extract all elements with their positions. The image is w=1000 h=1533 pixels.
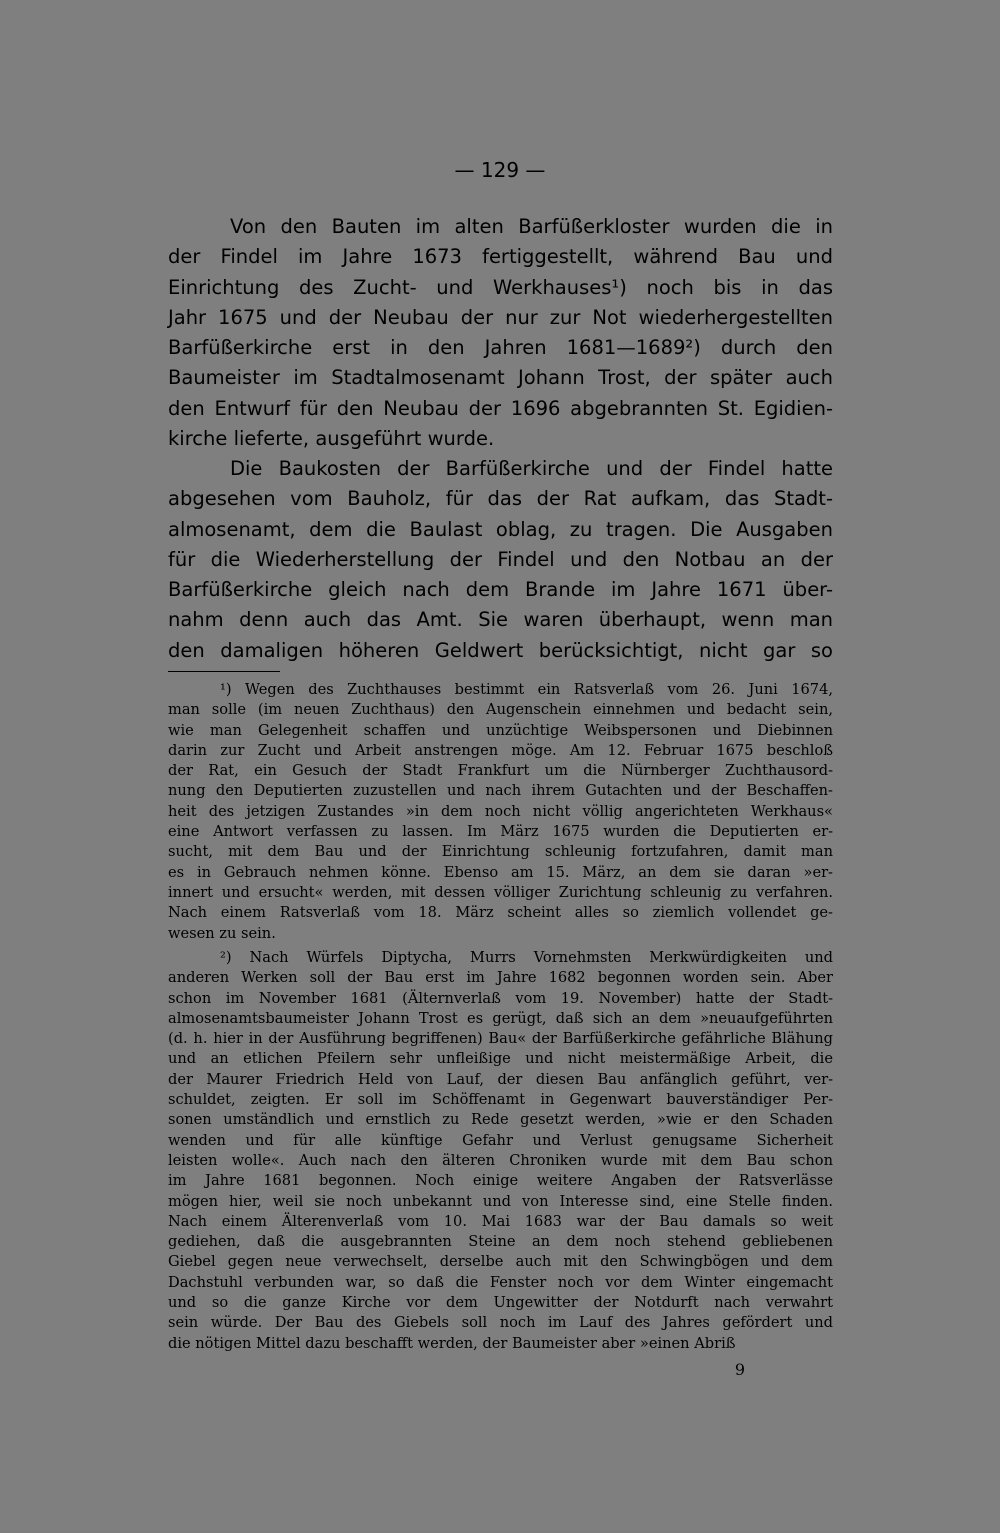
- footnote-line: sonen umständlich und ernstlich zu Rede gesetzt werden, »wie er den Schaden: [168, 1111, 833, 1129]
- printer-signature: 9: [734, 1360, 746, 1379]
- footnote-line: wenden und für alle künftige Gefahr und Verlust genugsame Sicherheit: [168, 1131, 833, 1149]
- footnote-line: almosenamtsbaumeister Johann Trost es gerügt, daß sich an dem »neuaufgeführten: [168, 1009, 833, 1027]
- footnote-line: wie man Gelegenheit schaffen und unzüchtige Weibspersonen und Diebinnen: [168, 721, 833, 739]
- footnote-line: anderen Werken soll der Bau erst im Jahre 1682 begonnen worden sein. Aber: [168, 969, 833, 987]
- footnote-line: man solle (im neuen Zuchthaus) den Augenschein einnehmen und bedacht sein,: [168, 701, 833, 719]
- paragraph-line: Von den Bauten im alten Barfüßerkloster wurden die in: [230, 215, 833, 238]
- footnote-line: mögen hier, weil sie noch unbekannt und von Interesse sind, eine Stelle finden.: [168, 1192, 833, 1210]
- footnote-line: innert und ersucht« werden, mit dessen völliger Zurichtung schleunig zu verfahren.: [168, 883, 833, 901]
- footnote-line: und an etlichen Pfeilern sehr unfleißige und nicht meistermäßige Arbeit, die: [168, 1050, 833, 1068]
- footnote-line: heit des jetzigen Zustandes »in dem noch nicht völlig angerichteten Werkhaus«: [168, 802, 833, 820]
- footnote-line: Nach einem Älterenverlaß vom 10. Mai 1683 war der Bau damals so weit: [168, 1212, 833, 1230]
- footnote-line: ¹) Wegen des Zuchthauses bestimmt ein Ratsverlaß vom 26. Juni 1674,: [220, 681, 833, 698]
- footnote-line: wesen zu sein.: [168, 924, 276, 942]
- footnote-divider: [168, 671, 280, 672]
- footnote-line: Nach einem Ratsverlaß vom 18. März scheint alles so ziemlich vollendet ge-: [168, 904, 833, 922]
- paragraph-line: Die Baukosten der Barfüßerkirche und der Findel hatte: [230, 457, 833, 480]
- footnote-line: (d. h. hier in der Ausführung begriffenen) Bau« der Barfüßerkirche gefährliche Blähung: [168, 1030, 833, 1048]
- paragraph-line: Barfüßerkirche gleich nach dem Brande im Jahre 1671 über-: [168, 578, 833, 602]
- footnote-line: sucht, mit dem Bau und der Einrichtung schleunig fortzufahren, damit man: [168, 843, 833, 861]
- footnote-line: der Rat, ein Gesuch der Stadt Frankfurt um die Nürnberger Zuchthausord-: [168, 762, 833, 780]
- footnote-line: im Jahre 1681 begonnen. Noch einige weitere Angaben der Ratsverlässe: [168, 1172, 833, 1190]
- footnote-line: nung den Deputierten zuzustellen und nach ihrem Gutachten und der Beschaffen-: [168, 782, 833, 800]
- paragraph-1: [168, 212, 833, 454]
- paragraph-line: abgesehen vom Bauholz, für das der Rat aufkam, das Stadt-: [168, 487, 833, 511]
- footnote-line: eine Antwort verfassen zu lassen. Im März 1675 wurden die Deputierten er-: [168, 823, 833, 841]
- footnote-line: und so die ganze Kirche vor dem Ungewitter der Notdurft nach verwahrt: [168, 1294, 833, 1312]
- footnote-line: Giebel gegen neue verwechselt, derselbe auch mit den Schwingbögen und dem: [168, 1253, 833, 1271]
- footnote-line: Dachstuhl verbunden war, so daß die Fenster noch vor dem Winter eingemacht: [168, 1273, 833, 1291]
- footnote-line: schon im November 1681 (Älternverlaß vom 19. November) hatte der Stadt-: [168, 989, 833, 1007]
- paragraph-line: für die Wiederherstellung der Findel und den Notbau an der: [168, 547, 833, 571]
- paragraph-line: der Findel im Jahre 1673 fertiggestellt, während Bau und: [168, 245, 833, 269]
- paragraph-line: Jahr 1675 und der Neubau der nur zur Not wiederhergestellten: [168, 305, 833, 329]
- footnote-line: schuldet, zeigten. Er soll im Schöffenamt in Gegenwart bauverständiger Per-: [168, 1091, 833, 1109]
- paragraph-line: Baumeister im Stadtalmosenamt Johann Trost, der später auch: [168, 366, 833, 390]
- paragraph-line: Einrichtung des Zucht- und Werkhauses¹) noch bis in das: [168, 275, 833, 299]
- page-number: — 129 —: [454, 158, 546, 182]
- footnote-line: die nötigen Mittel dazu beschafft werden, der Baumeister aber »einen Abriß: [168, 1334, 736, 1352]
- footnote-line: leisten wolle«. Auch nach den älteren Chroniken wurde mit dem Bau schon: [168, 1151, 833, 1169]
- paragraph-line: den damaligen höheren Geldwert berücksichtigt, nicht gar so: [168, 638, 833, 662]
- footnote-1: [168, 680, 833, 944]
- paragraph-2: [168, 454, 833, 666]
- footnote-line: es in Gebrauch nehmen könne. Ebenso am 15. März, an dem sie daran »er-: [168, 863, 833, 881]
- paragraph-line: Barfüßerkirche erst in den Jahren 1681—1689²) durch den: [168, 336, 833, 360]
- footnote-line: darin zur Zucht und Arbeit anstrengen möge. Am 12. Februar 1675 beschloß: [168, 741, 833, 759]
- footnote-line: ²) Nach Würfels Diptycha, Murrs Vornehmsten Merkwürdigkeiten und: [220, 949, 833, 966]
- paragraph-line: almosenamt, dem die Baulast oblag, zu tragen. Die Ausgaben: [168, 517, 833, 541]
- footnote-2: [168, 948, 833, 1354]
- footnote-line: der Maurer Friedrich Held von Lauf, der diesen Bau anfänglich geführt, ver-: [168, 1070, 833, 1088]
- paragraph-line: kirche lieferte, ausgeführt wurde.: [168, 427, 495, 451]
- paragraph-line: den Entwurf für den Neubau der 1696 abgebrannten St. Egidien-: [168, 396, 833, 420]
- footnote-line: sein würde. Der Bau des Giebels soll noch im Lauf des Jahres gefördert und: [168, 1314, 833, 1332]
- paragraph-line: nahm denn auch das Amt. Sie waren überhaupt, wenn man: [168, 608, 833, 632]
- footnote-line: gediehen, daß die ausgebrannten Steine an dem noch stehend gebliebenen: [168, 1233, 833, 1251]
